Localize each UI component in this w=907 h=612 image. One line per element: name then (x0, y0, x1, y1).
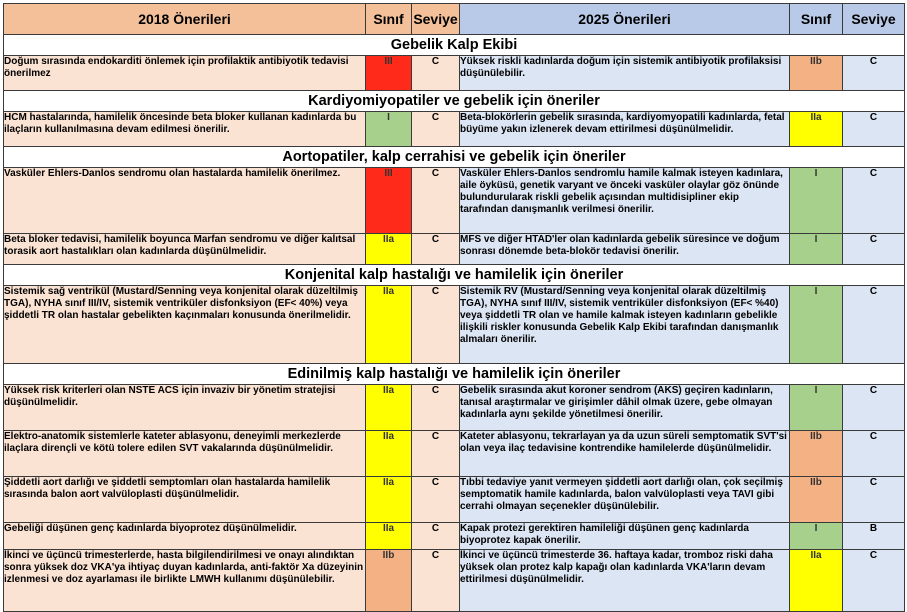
old-class-badge: IIb (366, 550, 412, 612)
new-level: C (843, 385, 905, 431)
new-recommendation-text: Gebelik sırasında akut koroner sendrom (AKS) geçiren kadınların, tanısal araştırmalar ve girişimler dâhil olmak üzere, gebe olmayan kadınlarla aynı şekilde yönetilmesi önerilir. (460, 385, 790, 431)
table-row (4, 286, 905, 364)
old-level: C (412, 550, 460, 612)
new-recommendation-text: Tıbbi tedaviye yanıt vermeyen şiddetli aort darlığı olan, çok seçilmiş semptomatik hamile kadınlarda, balon valvüloplasti veya TAVI gibi cerrahi olmayan seçenekler düşünülebilir. (460, 477, 790, 523)
old-recommendation-text: Vasküler Ehlers-Danlos sendromu olan hastalarda hamilelik önerilmez. (4, 168, 366, 234)
old-recommendation-text: Doğum sırasında endokarditi önlemek için profilaktik antibiyotik tedavisi önerilmez (4, 56, 366, 91)
old-level: C (412, 56, 460, 91)
table-row (4, 56, 905, 91)
recommendations-table (3, 3, 905, 612)
table-row (4, 477, 905, 523)
old-recommendation-text: Gebeliği düşünen genç kadınlarda biyoprotez düşünülmelidir. (4, 523, 366, 550)
section-title: Edinilmiş kalp hastalığı ve hamilelik için öneriler (4, 364, 905, 385)
old-level: C (412, 286, 460, 364)
new-class-badge: I (790, 523, 843, 550)
old-recommendation-text: Şiddetli aort darlığı ve şiddetli semptomları olan hastalarda hamilelik sırasında balon aort valvüloplasti düşünülmelidir. (4, 477, 366, 523)
old-class-badge: IIa (366, 385, 412, 431)
header-row (4, 4, 905, 35)
section-row (4, 364, 905, 385)
section-title: Konjenital kalp hastalığı ve hamilelik için öneriler (4, 265, 905, 286)
new-class-badge: I (790, 286, 843, 364)
header-2025-recommendations: 2025 Önerileri (460, 4, 790, 35)
table-row (4, 523, 905, 550)
old-level: C (412, 523, 460, 550)
new-class-badge: I (790, 234, 843, 265)
old-class-badge: IIa (366, 477, 412, 523)
old-level: C (412, 385, 460, 431)
table-row (4, 168, 905, 234)
new-level: C (843, 112, 905, 147)
old-level: C (412, 234, 460, 265)
section-title: Kardiyomiyopatiler ve gebelik için öneriler (4, 91, 905, 112)
section-row (4, 35, 905, 56)
header-2018-level: Seviye (412, 4, 460, 35)
old-recommendation-text: Elektro-anatomik sistemlerle kateter ablasyonu, deneyimli merkezlerde ilaçlara dirençli ve kötü tolere edilen SVT vakalarında düşünülmelidir. (4, 431, 366, 477)
new-level: C (843, 168, 905, 234)
new-recommendation-text: Kateter ablasyonu, tekrarlayan ya da uzun süreli semptomatik SVT'si olan veya ilaç tedavisine kontrendike hamilelerde düşünülmelidir. (460, 431, 790, 477)
header-2018-recommendations: 2018 Önerileri (4, 4, 366, 35)
new-class-badge: IIb (790, 56, 843, 91)
old-class-badge: III (366, 56, 412, 91)
header-2018-class: Sınıf (366, 4, 412, 35)
old-class-badge: IIa (366, 234, 412, 265)
new-class-badge: IIa (790, 112, 843, 147)
old-class-badge: III (366, 168, 412, 234)
old-class-badge: IIa (366, 523, 412, 550)
new-level: C (843, 286, 905, 364)
new-recommendation-text: Beta-blokörlerin gebelik sırasında, kardiyomyopatili kadınlarda, fetal büyüme yakın izlenerek devam ettirilmesi düşünülmelidir. (460, 112, 790, 147)
old-level: C (412, 431, 460, 477)
new-class-badge: IIa (790, 550, 843, 612)
section-row (4, 265, 905, 286)
new-level: C (843, 477, 905, 523)
new-class-badge: IIb (790, 477, 843, 523)
section-row (4, 147, 905, 168)
table-row (4, 112, 905, 147)
old-level: C (412, 168, 460, 234)
old-class-badge: IIa (366, 286, 412, 364)
header-2025-level: Seviye (843, 4, 905, 35)
old-level: C (412, 477, 460, 523)
new-recommendation-text: Sistemik RV (Mustard/Senning veya konjenital olarak düzeltilmiş TGA), NYHA sınıf III/IV, sistemik ventriküler disfonksiyon (EF< %40) veya şiddetli TR olan ve hamile kalmak isteyen kadınların gebelikle ilişkili riskler konusunda Gebelik Kalp Ekibi tarafından danışmanlık almaları önerilir. (460, 286, 790, 364)
table-row (4, 550, 905, 612)
old-recommendation-text: Sistemik sağ ventrikül (Mustard/Senning veya konjenital olarak düzeltilmiş TGA), NYHA sınıf III/IV, sistemik ventriküler disfonksiyon (EF< 40%) veya şiddetli TR olan hastalar gebelikten kaçınmaları konusunda önerilmelidir. (4, 286, 366, 364)
old-class-badge: I (366, 112, 412, 147)
new-class-badge: IIb (790, 431, 843, 477)
new-class-badge: I (790, 385, 843, 431)
old-recommendation-text: HCM hastalarında, hamilelik öncesinde beta bloker kullanan kadınlarda bu ilaçların kullanılmasına devam edilmesi önerilir. (4, 112, 366, 147)
old-class-badge: IIa (366, 431, 412, 477)
new-level: C (843, 56, 905, 91)
old-level: C (412, 112, 460, 147)
new-level: C (843, 431, 905, 477)
old-recommendation-text: Yüksek risk kriterleri olan NSTE ACS için invaziv bir yönetim stratejisi düşünülmelidir. (4, 385, 366, 431)
section-title: Gebelik Kalp Ekibi (4, 35, 905, 56)
new-recommendation-text: MFS ve diğer HTAD'ler olan kadınlarda gebelik süresince ve doğum sonrası dönemde beta-blokör tedavisi önerilir. (460, 234, 790, 265)
new-level: B (843, 523, 905, 550)
new-class-badge: I (790, 168, 843, 234)
section-row (4, 91, 905, 112)
old-recommendation-text: Beta bloker tedavisi, hamilelik boyunca Marfan sendromu ve diğer kalıtsal torasik aort hastalıkları olan kadınlarda düşünülmelidir. (4, 234, 366, 265)
new-recommendation-text: Vasküler Ehlers-Danlos sendromlu hamile kalmak isteyen kadınlara, aile öyküsü, genetik varyant ve önceki vasküler olaylar göz önünde bulundurularak riskli gebelik açısından multidisipliner ekip tarafından danışmanlık verilmesi önerilir. (460, 168, 790, 234)
table-row (4, 234, 905, 265)
old-recommendation-text: İkinci ve üçüncü trimesterlerde, hasta bilgilendirilmesi ve onayı alındıktan sonra yüksek doz VKA'ya ihtiyaç duyan kadınlarda, anti-faktör Xa düzeyinin izlenmesi ve doz ayarlaması ile birlikte LMWH kullanımı düşünülebilir. (4, 550, 366, 612)
table-row (4, 431, 905, 477)
new-level: C (843, 550, 905, 612)
new-recommendation-text: Kapak protezi gerektiren hamileliği düşünen genç kadınlarda biyoprotez kapak önerilir. (460, 523, 790, 550)
new-recommendation-text: İkinci ve üçüncü trimesterde 36. haftaya kadar, tromboz riski daha yüksek olan protez kalp kapağı olan kadınlarda VKA'ların devam ettirilmesi düşünülmelidir. (460, 550, 790, 612)
new-level: C (843, 234, 905, 265)
table-row (4, 385, 905, 431)
new-recommendation-text: Yüksek riskli kadınlarda doğum için sistemik antibiyotik profilaksisi düşünülebilir. (460, 56, 790, 91)
section-title: Aortopatiler, kalp cerrahisi ve gebelik için öneriler (4, 147, 905, 168)
header-2025-class: Sınıf (790, 4, 843, 35)
